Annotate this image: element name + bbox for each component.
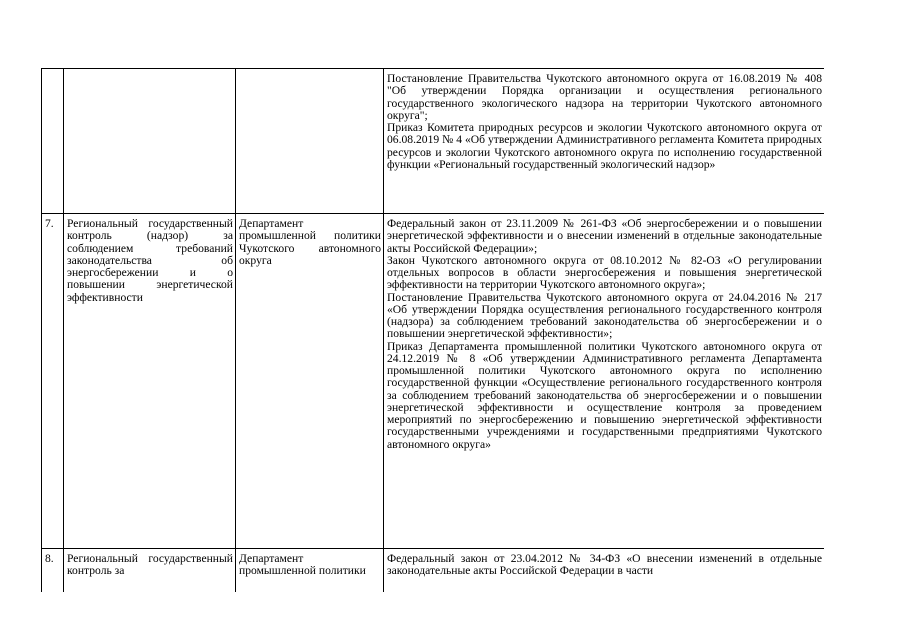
row-number-cell: 8. xyxy=(42,549,64,593)
legal-act-text: Приказ Департамента промышленной политики Чукотского автономного округа от 24.12.2019 № 8 «Об утверждении Административного регламента Департамента промышленной политики Чукотского автономного округа по исполнению государственной функции «Осуществление регионального государственного контроля за соблюдением требований законодательства об энергосбережении и о повышении энергетической эффективности и осуществление контроля за проведением мероприятий по энергосбережению и повышению энергетической эффективности государственными учреждениями и государственными предприятиями Чукотского автономного округа» xyxy=(387,339,822,451)
legal-act-text: Постановление Правительства Чукотского автономного округа от 24.04.2016 № 217 «Об утверждении Порядка осуществления регионального государственного контроля (надзора) за соблюдением требований законодательства об энергосбережении и о повышении энергетической эффективности»; xyxy=(387,290,822,341)
legal-act-text: Постановление Правительства Чукотского автономного округа от 16.08.2019 № 408 "Об утверждении Порядка организации и осуществления регионального государственного экологического надзора на территории Чукотского автономного округа"; xyxy=(387,72,822,122)
row-number-cell xyxy=(42,69,64,214)
legal-act-text: Федеральный закон от 23.11.2009 № 261-ФЗ «Об энергосбережении и о повышении энергетической эффективности и о внесении изменений в отдельные законодательные акты Российской Федерации»; xyxy=(387,217,822,255)
authority-cell xyxy=(236,69,384,214)
table-row xyxy=(42,214,825,549)
row-number-cell: 7. xyxy=(42,214,64,549)
legal-act-text: Федеральный закон от 23.04.2012 № 34-ФЗ «О внесении изменений в отдельные законодательные акты Российской Федерации в части xyxy=(387,552,822,578)
legal-act-text: Приказ Комитета природных ресурсов и экологии Чукотского автономного округа от 06.08.2019 № 4 «Об утверждении Административного регламента Комитета природных ресурсов и экологии Чукотского автономного округа по исполнению государственной функции «Региональный государственный экологический надзор» xyxy=(387,121,822,171)
legal-acts-cell xyxy=(384,549,825,593)
legal-act-text: Закон Чукотского автономного округа от 08.10.2012 № 82-ОЗ «О регулировании отдельных вопросов в области энергосбережения и повышения энергетической эффективности на территории Чукотского автономного округа»; xyxy=(387,253,822,292)
document-page xyxy=(41,68,824,592)
authority-cell: Департамент промышленной политики Чукотского автономного округа xyxy=(236,214,384,549)
legal-acts-cell xyxy=(384,214,825,549)
table-row xyxy=(42,69,825,214)
regulations-table xyxy=(41,68,824,592)
authority-cell: Департамент промышленной политики xyxy=(236,549,384,593)
control-type-cell xyxy=(64,69,236,214)
legal-acts-cell xyxy=(384,69,825,214)
control-type-cell: Региональный государственный контроль (надзор) за соблюдением требований законодательства об энергосбережении и о повышении энергетической эффективности xyxy=(64,214,236,549)
control-type-cell: Региональный государственный контроль за xyxy=(64,549,236,593)
table-row xyxy=(42,549,825,593)
